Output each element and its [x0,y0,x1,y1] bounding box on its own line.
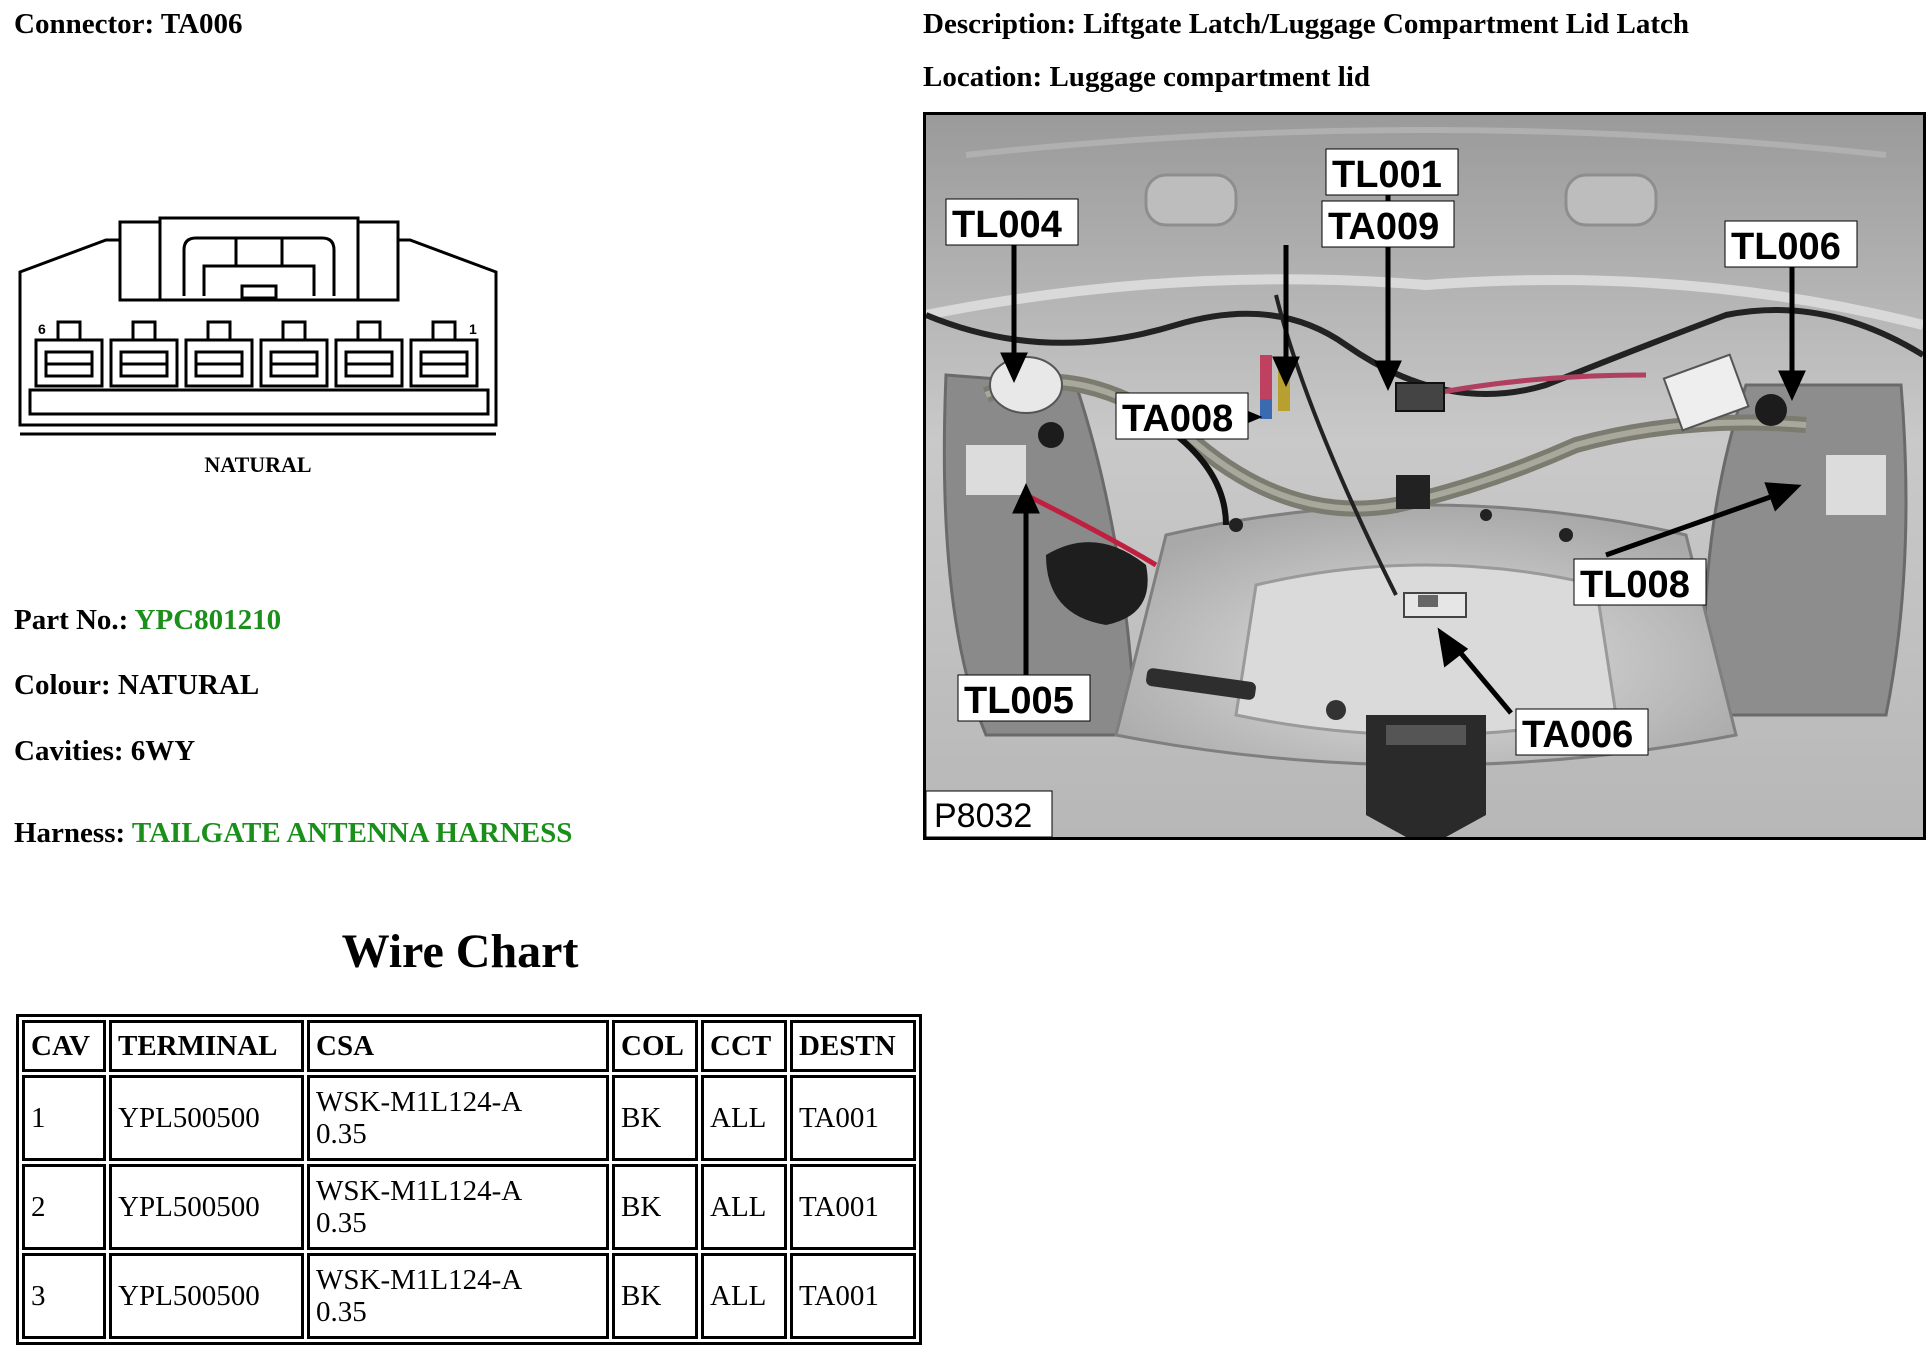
callout-ta009: TA009 [1328,206,1440,248]
cell-csa [307,1075,609,1161]
callout-tl006: TL006 [1731,226,1841,268]
harness-link[interactable]: TAILGATE ANTENNA HARNESS [131,817,573,849]
cavities-row [14,735,195,768]
cavity-slot [111,322,177,386]
pin-number-left: 6 [38,321,46,337]
connector-heading [14,8,243,41]
photo-figure-id: P8032 [934,797,1033,835]
table-row [22,1253,916,1339]
cell-col: BK [612,1253,698,1339]
cell-csa-spec: WSK-M1L124-A [316,1175,523,1207]
cell-csa [307,1253,609,1339]
description-value: Liftgate Latch/Luggage Compartment Lid Latch [1083,8,1690,40]
table-header-row [22,1020,916,1072]
cell-cct: ALL [701,1075,787,1161]
column-header-cct: CCT [701,1020,787,1072]
table-row [22,1164,916,1250]
cell-terminal: YPL500500 [109,1075,304,1161]
wire-chart-title: Wire Chart [341,925,579,978]
column-header-cav: CAV [22,1020,106,1072]
cell-cav: 1 [22,1075,106,1161]
cell-col: BK [612,1075,698,1161]
location-label: Location: [923,61,1043,93]
colour-value: NATURAL [117,669,260,701]
part-number-link[interactable]: YPC801210 [134,604,282,636]
callout-tl005: TL005 [964,680,1074,722]
callout-ta008: TA008 [1122,398,1234,440]
callout-ta006: TA006 [1522,714,1634,756]
cavity-slot [186,322,252,386]
connector-value: TA006 [160,8,243,40]
connector-label: Connector: [14,8,155,40]
column-header-csa: CSA [307,1020,609,1072]
callout-tl008: TL008 [1580,564,1690,606]
location-value: Luggage compartment lid [1049,61,1371,93]
column-header-col: COL [612,1020,698,1072]
cell-cct: ALL [701,1253,787,1339]
harness-label: Harness: [14,817,126,849]
connector-colour-caption: NATURAL [204,452,312,477]
column-header-destn: DESTN [790,1020,916,1072]
description-label: Description: [923,8,1077,40]
cell-csa-size: 0.35 [316,1118,367,1150]
harness-row [14,817,572,850]
cavity-slots [36,322,477,386]
location-heading [923,61,1370,94]
cell-cct: ALL [701,1164,787,1250]
pin-number-right: 1 [469,321,477,337]
callout-tl001: TL001 [1332,154,1442,196]
cavity-slot [261,322,327,386]
colour-row [14,669,259,702]
table-row [22,1075,916,1161]
description-heading [923,8,1689,41]
cell-destn: TA001 [790,1164,916,1250]
callout-tl004: TL004 [952,204,1062,246]
cell-csa-size: 0.35 [316,1296,367,1328]
cell-csa-size: 0.35 [316,1207,367,1239]
column-header-terminal: TERMINAL [109,1020,304,1072]
wire-chart-table [16,1014,922,1345]
part-number-row [14,604,281,637]
cavity-slot [336,322,402,386]
cell-cav: 3 [22,1253,106,1339]
part-number-label: Part No.: [14,604,129,636]
cell-destn: TA001 [790,1253,916,1339]
cavity-slot [411,322,477,386]
cavity-slot [36,322,102,386]
cell-csa-spec: WSK-M1L124-A [316,1086,523,1118]
cell-terminal: YPL500500 [109,1253,304,1339]
cell-csa-spec: WSK-M1L124-A [316,1264,523,1296]
cell-terminal: YPL500500 [109,1164,304,1250]
cavities-value: 6WY [130,735,196,767]
cell-csa [307,1164,609,1250]
connector-face-diagram [14,210,504,480]
cell-cav: 2 [22,1164,106,1250]
colour-label: Colour: [14,669,111,701]
location-photo [923,112,1926,840]
cell-destn: TA001 [790,1075,916,1161]
cell-col: BK [612,1164,698,1250]
cavities-label: Cavities: [14,735,124,767]
